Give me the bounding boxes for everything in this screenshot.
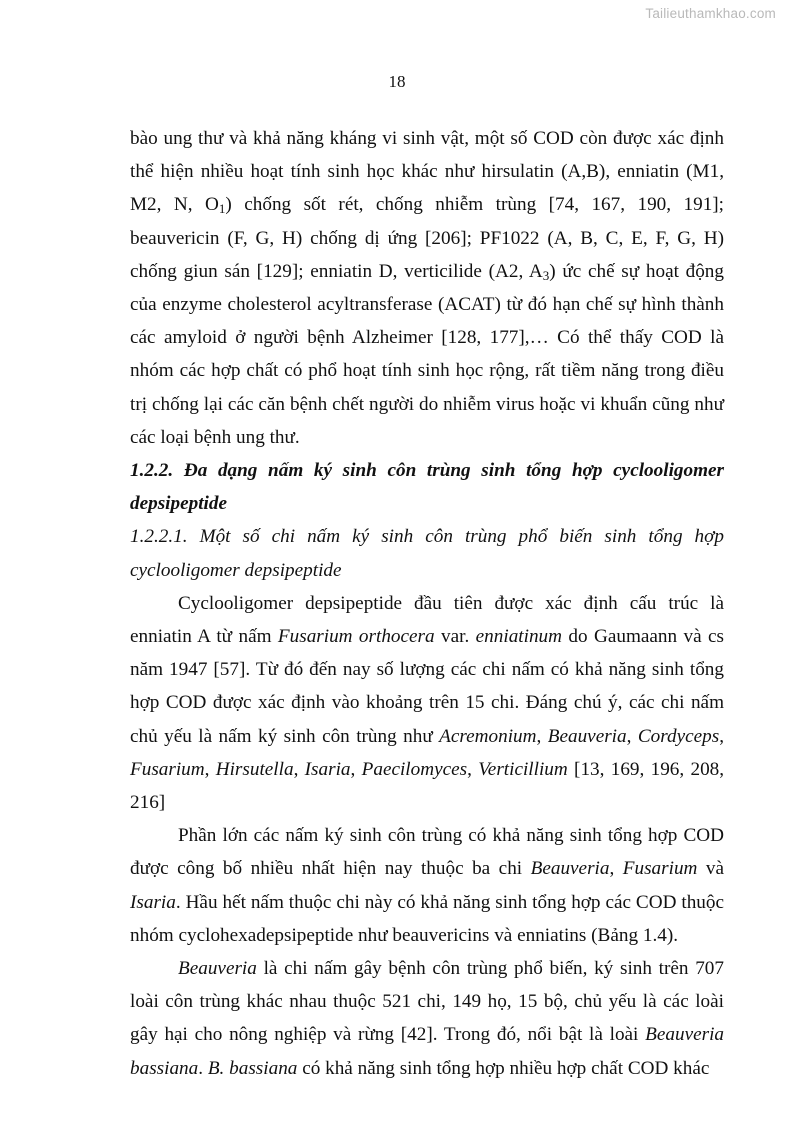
- genus-beauveria-2: Beauveria: [530, 858, 610, 880]
- para3-segment-3: và: [697, 858, 724, 880]
- para2-segment-8: ,: [293, 758, 305, 780]
- genus-hirsutella: Hirsutella: [215, 758, 294, 780]
- para1-segment-3: ) ức chế sự hoạt động của enzyme cholesterol acyltransferase (ACAT) từ đó hạn chế sự hình thành các amyloid ở người bệnh Alzheimer [128, 177],… Có thể thấy COD là nhóm các hợp chất có phổ hoạt tính sinh học rộng, rất tiềm năng trong điều trị chống lại các căn bệnh chết người do nhiễm virus hoặc vi khuẩn cũng như các loại bệnh ung thư.: [130, 260, 724, 448]
- species-fusarium-orthocera: Fusarium orthocera: [277, 626, 435, 648]
- paragraph-cyclooligomer-history: [130, 587, 724, 819]
- page-content: [130, 122, 724, 1085]
- genus-cordyceps: Cordyceps: [637, 725, 720, 747]
- para2-citation: [13, 169, 196, 208, 216]: [130, 758, 725, 814]
- heading-1-2-2-1: 1.2.2.1. Một số chi nấm ký sinh côn trùng phổ biến sinh tổng hợp cyclooligomer depsipeptide: [130, 526, 724, 581]
- para1-segment-1: bào ung thư và khả năng kháng vi sinh vật, một số COD còn được xác định thể hiện nhiều hoạt tính sinh học khác như hirsulatin (A,B), enniatin (M1, M2, N, O: [130, 128, 724, 216]
- para1-segment-2: ) chống sốt rét, chống nhiễm trùng [74, 167, 190, 191]; beauvericin (F, G, H) chống dị ứng [206]; PF1022 (A, B, C, E, F, G, H) chống giun sán [129]; enniatin D, verticilide (A2, A: [130, 194, 725, 282]
- genus-acremonium: Acremonium: [439, 725, 537, 747]
- genus-fusarium: Fusarium: [130, 758, 205, 780]
- para4-segment-1: là chi nấm gây bệnh côn trùng phổ biến, ký sinh trên 707 loài côn trùng khác nhau thuộc 521 chi, 149 họ, 15 bộ, chủ yếu là các loài gây hại cho nông nghiệp và rừng [42]. Trong đó, nổi bật là loài: [130, 958, 724, 1046]
- species-enniatinum: enniatinum: [475, 626, 562, 648]
- para2-segment-5: ,: [626, 725, 638, 747]
- genus-paecilomyces: Paecilomyces: [361, 758, 468, 780]
- para2-segment-9: ,: [350, 758, 362, 780]
- paragraph-continuation: [130, 122, 724, 454]
- para3-segment-4: . Hầu hết nấm thuộc chi này có khả năng sinh tổng hợp các COD thuộc nhóm cyclohexadepsipeptide như beauvericins và enniatins (Bảng 1.4).: [130, 891, 724, 946]
- watermark-text: Tailieuthamkhao.com: [645, 6, 776, 21]
- para2-segment-3: do Gaumaann và cs năm 1947 [57]. Từ đó đến nay số lượng các chi nấm có khả năng sinh tổng hợp COD được xác định vào khoảng trên 15 chi. Đáng chú ý, các chi nấm chủ yếu là nấm ký sinh côn trùng như: [130, 626, 724, 747]
- para2-segment-7: ,: [204, 758, 216, 780]
- genus-beauveria-3: Beauveria: [178, 958, 257, 980]
- species-beauveria-bassiana: Beauveria bassiana: [130, 1024, 724, 1079]
- page-number: 18: [388, 72, 406, 91]
- heading-1-2-2: 1.2.2. Đa dạng nấm ký sinh côn trùng sinh tổng hợp cyclooligomer depsipeptide: [130, 460, 724, 515]
- para2-segment-2: var.: [434, 626, 476, 648]
- genus-beauveria: Beauveria: [547, 725, 627, 747]
- para4-segment-3: có khả năng sinh tổng hợp nhiều hợp chất COD khác: [297, 1057, 710, 1079]
- genus-isaria-2: Isaria: [130, 891, 176, 913]
- para2-segment-10: ,: [467, 758, 479, 780]
- para2-segment-6: ,: [719, 725, 724, 747]
- para3-segment-1: Phần lớn các nấm ký sinh côn trùng có khả năng sinh tổng hợp COD được công bố nhiều nhất hiện nay thuộc ba chi: [130, 825, 724, 880]
- species-b-bassiana: B. bassiana: [207, 1057, 298, 1079]
- genus-verticillium: Verticillium: [478, 758, 568, 780]
- para2-segment-4: ,: [536, 725, 548, 747]
- para4-segment-2: .: [198, 1057, 208, 1079]
- para2-segment-1: Cyclooligomer depsipeptide đầu tiên được xác định cấu trúc là enniatin A từ nấm: [130, 592, 724, 648]
- genus-fusarium-2: Fusarium: [622, 858, 698, 880]
- subscript-a3: 3: [542, 267, 550, 283]
- subscript-o1: 1: [218, 201, 226, 217]
- paragraph-beauveria-detail: [130, 952, 724, 1085]
- paragraph-three-genera: [130, 819, 724, 952]
- genus-isaria: Isaria: [304, 758, 351, 780]
- para3-segment-2: ,: [609, 858, 623, 880]
